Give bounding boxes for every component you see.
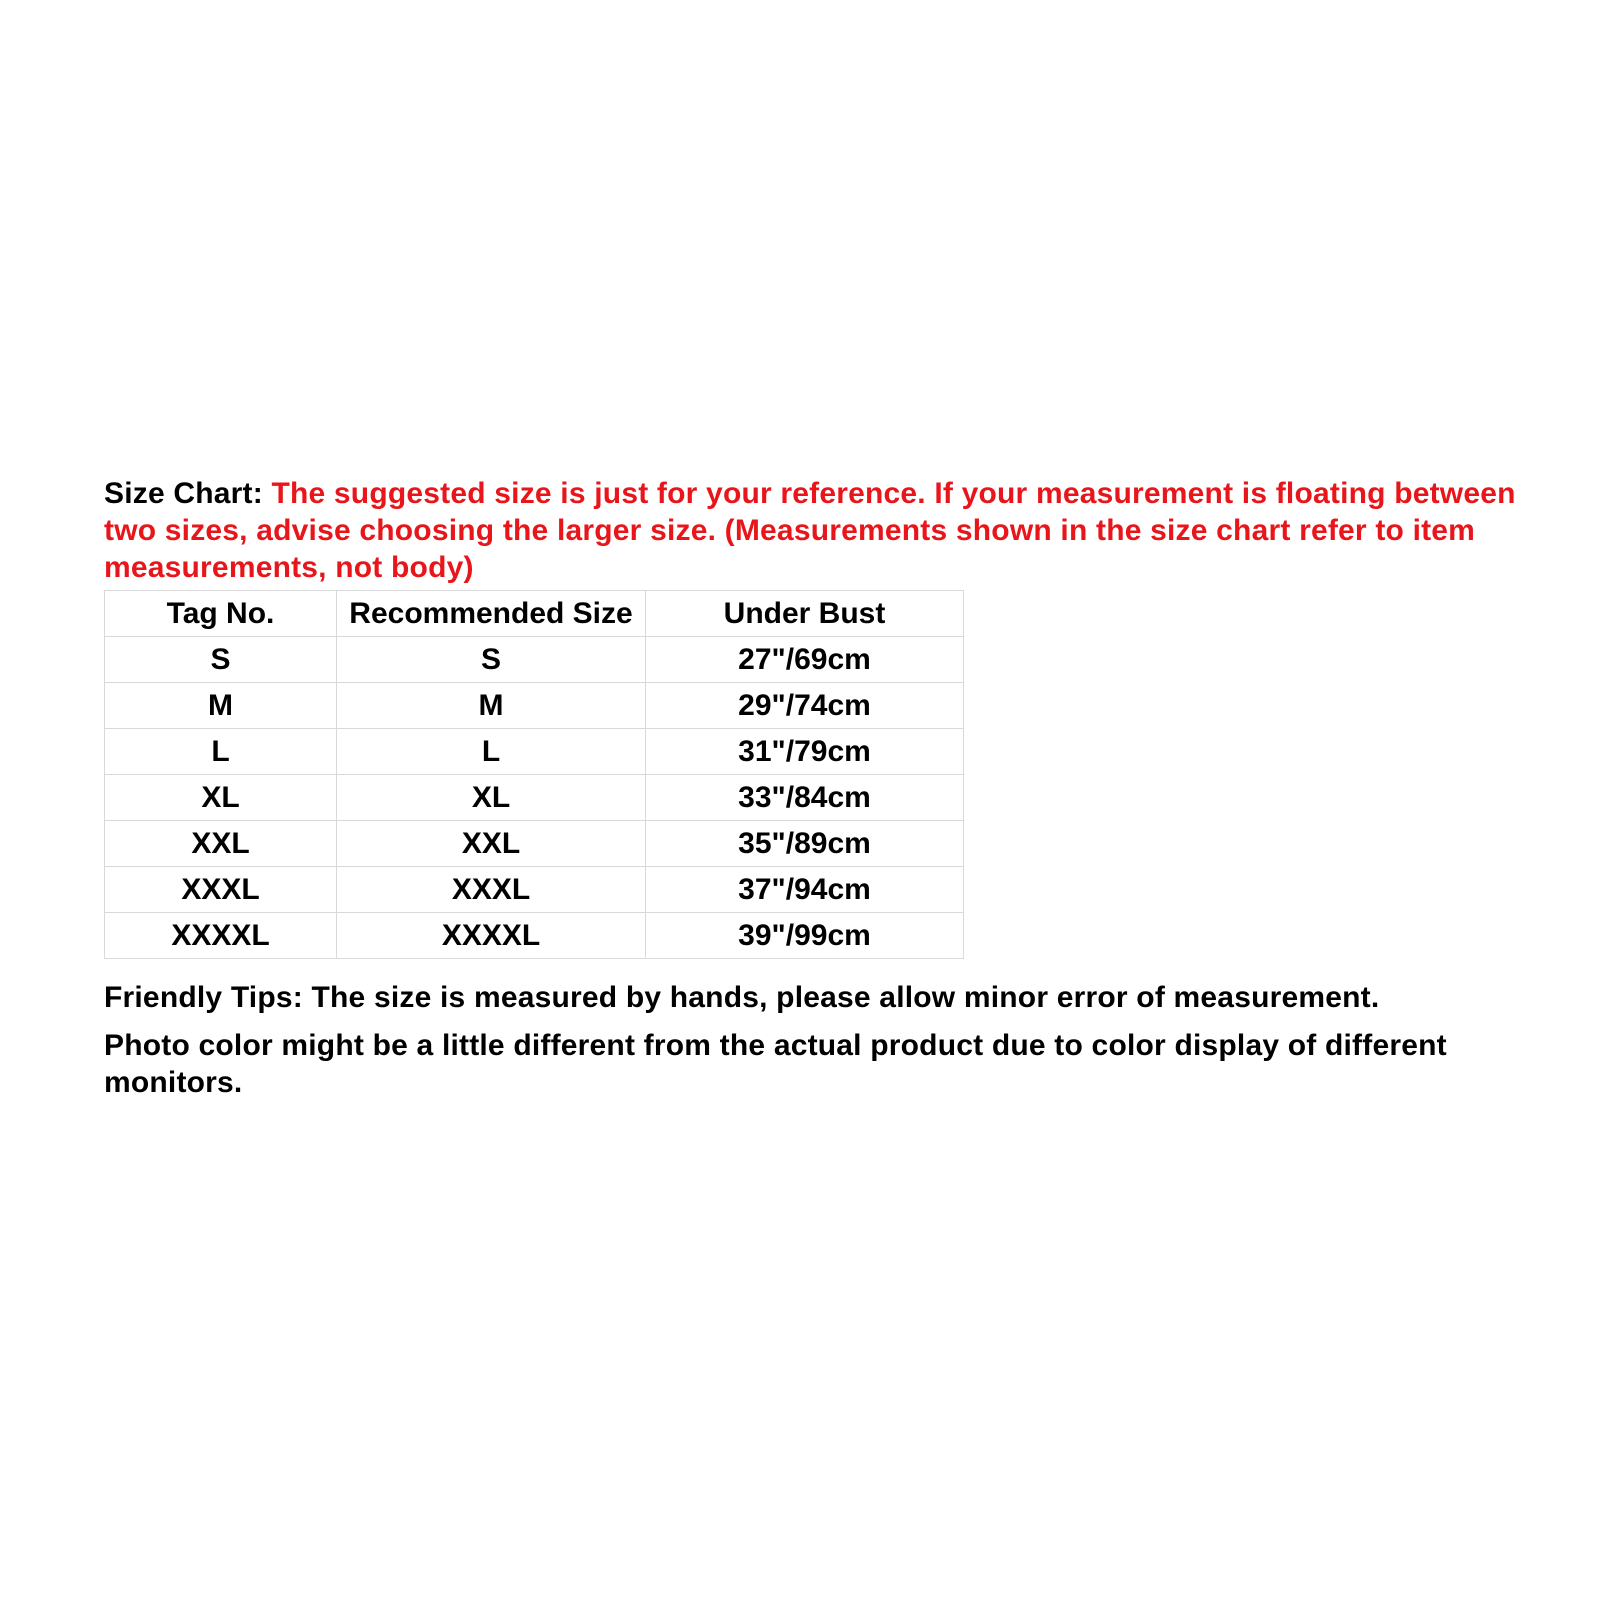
under-bust-cell: 35"/89cm [646,821,964,867]
header-under-bust: Under Bust [646,591,964,637]
tag-no-cell: L [105,729,337,775]
header-tag-no: Tag No. [105,591,337,637]
recommended-size-cell: L [337,729,646,775]
under-bust-cell: 29"/74cm [646,683,964,729]
recommended-size-cell: S [337,637,646,683]
under-bust-cell: 39"/99cm [646,913,964,959]
header-recommended-size: Recommended Size [337,591,646,637]
table-row [105,683,964,729]
tag-no-cell: XXL [105,821,337,867]
table-row [105,637,964,683]
size-table [104,590,964,959]
under-bust-cell: 37"/94cm [646,867,964,913]
table-row [105,913,964,959]
table-row [105,821,964,867]
recommended-size-cell: XXL [337,821,646,867]
tag-no-cell: XXXXL [105,913,337,959]
size-chart-label: Size Chart: [104,477,272,510]
tag-no-cell: S [105,637,337,683]
table-row [105,775,964,821]
table-row [105,867,964,913]
under-bust-cell: 33"/84cm [646,775,964,821]
recommended-size-cell: XL [337,775,646,821]
tag-no-cell: M [105,683,337,729]
friendly-tips: Friendly Tips: The size is measured by hands, please allow minor error of measurement. [104,981,1380,1014]
tag-no-cell: XL [105,775,337,821]
under-bust-cell: 31"/79cm [646,729,964,775]
recommended-size-cell: XXXL [337,867,646,913]
size-chart-note: The suggested size is just for your reference. If your measurement is floating between two sizes, advise choosing the larger size. (Measurements shown in the size chart refer to item measurements, not body) [104,477,1516,584]
table-row [105,729,964,775]
recommended-size-cell: M [337,683,646,729]
under-bust-cell: 27"/69cm [646,637,964,683]
tag-no-cell: XXXL [105,867,337,913]
photo-color-note: Photo color might be a little different from the actual product due to color display of different monitors. [104,1029,1447,1099]
size-chart-document [104,475,1524,1101]
size-chart-intro [104,475,1524,586]
table-header-row [105,591,964,637]
recommended-size-cell: XXXXL [337,913,646,959]
